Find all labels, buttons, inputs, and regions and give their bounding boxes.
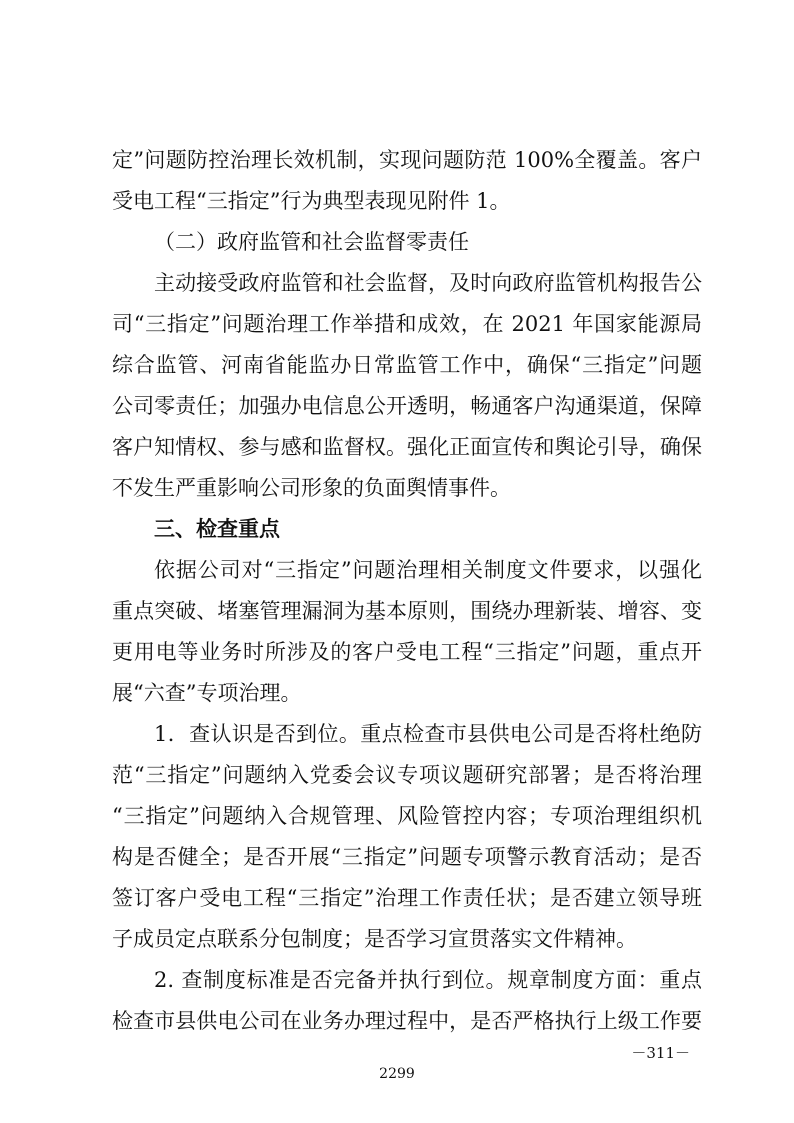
text-line-17: “三指定”问题纳入合规管理、风险管控内容；专项治理组织机	[112, 804, 702, 828]
text-line-1: 定”问题防控治理长效机制，实现问题防范 100%全覆盖。客户	[112, 148, 702, 172]
text-line-6: 综合监管、河南省能监办日常监管工作中，确保“三指定”问题	[112, 353, 702, 377]
text-line-13: 更用电等业务时所涉及的客户受电工程“三指定”问题，重点开	[112, 640, 702, 664]
text-line-14: 展“六查”专项治理。	[112, 681, 302, 705]
text-line-18: 构是否健全；是否开展“三指定”问题专项警示教育活动；是否	[112, 845, 702, 869]
text-line-19: 签订客户受电工程“三指定”治理工作责任状；是否建立领导班	[112, 886, 702, 910]
document-number: 2299	[379, 1066, 415, 1082]
text-line-15: 1．查认识是否到位。重点检查市县供电公司是否将杜绝防	[154, 722, 702, 746]
text-line-11: 依据公司对“三指定”问题治理相关制度文件要求，以强化	[154, 558, 702, 582]
text-line-16: 范“三指定”问题纳入党委会议专项议题研究部署；是否将治理	[112, 763, 702, 787]
section-heading-inspection-focus: 三、检查重点	[154, 517, 280, 541]
text-line-8: 客户知情权、参与感和监督权。强化正面宣传和舆论引导，确保	[112, 435, 702, 459]
text-line-9: 不发生严重影响公司形象的负面舆情事件。	[112, 476, 511, 500]
text-line-7: 公司零责任；加强办电信息公开透明，畅通客户沟通渠道，保障	[112, 394, 702, 418]
page-number: －311－	[631, 1044, 690, 1062]
text-line-5: 司“三指定”问题治理工作举措和成效，在 2021 年国家能源局	[112, 312, 702, 336]
text-line-12: 重点突破、堵塞管理漏洞为基本原则，围绕办理新装、增容、变	[112, 599, 702, 623]
text-line-22: 检查市县供电公司在业务办理过程中，是否严格执行上级工作要	[112, 1009, 702, 1033]
subheading-government-supervision: （二）政府监管和社会监督零责任	[154, 230, 469, 254]
text-line-21: 2. 查制度标准是否完备并执行到位。规章制度方面：重点	[154, 968, 702, 992]
text-line-2: 受电工程“三指定”行为典型表现见附件 1。	[112, 189, 511, 213]
body-text	[112, 140, 702, 1042]
text-line-20: 子成员定点联系分包制度；是否学习宣贯落实文件精神。	[112, 927, 637, 951]
text-line-4: 主动接受政府监管和社会监督，及时向政府监管机构报告公	[154, 271, 702, 295]
